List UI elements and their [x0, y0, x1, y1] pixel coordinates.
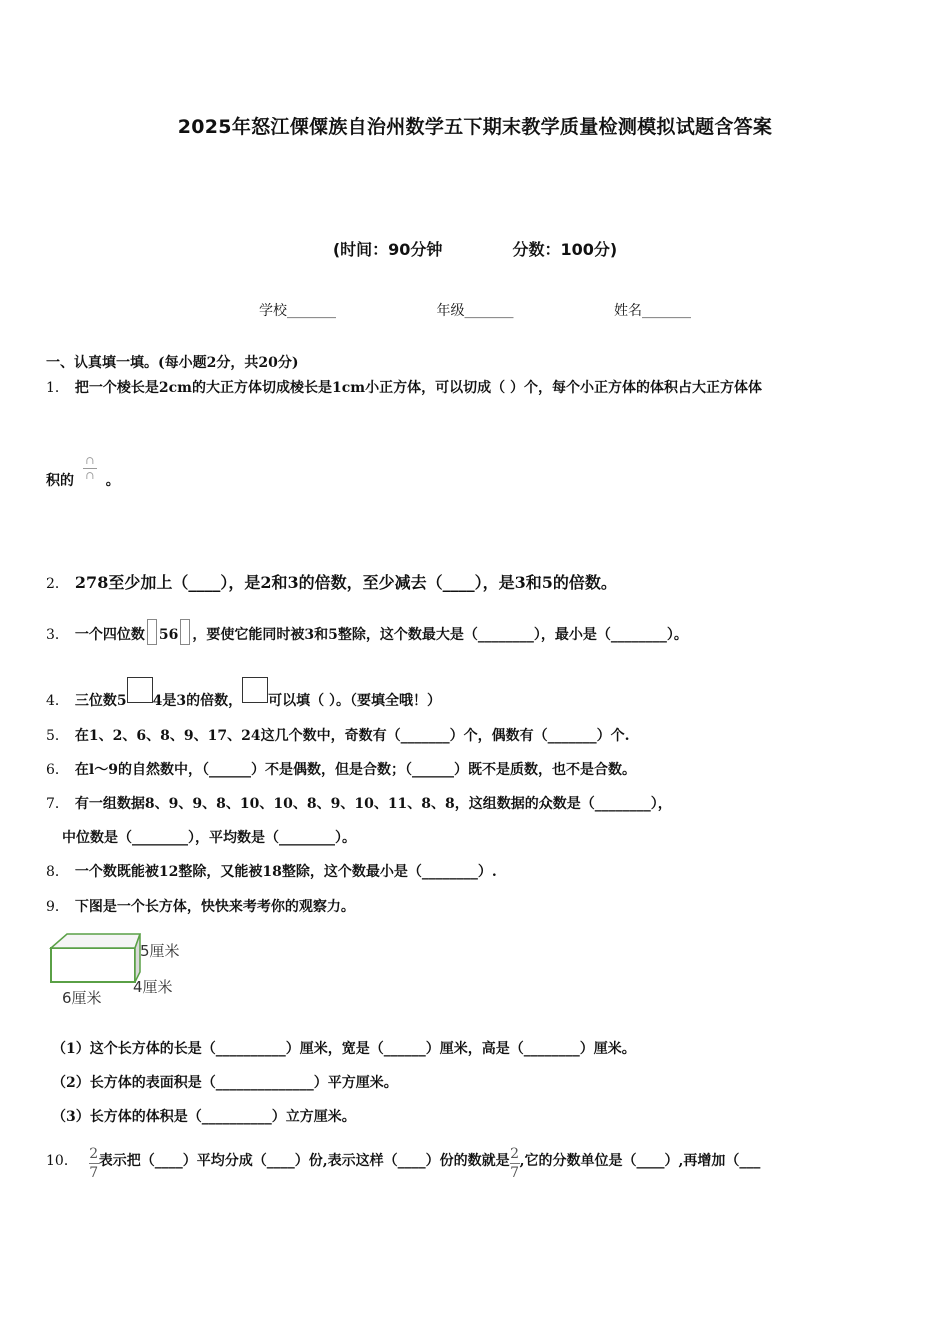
question-number: 1．	[46, 380, 69, 396]
question-number: 8．	[46, 864, 69, 880]
digit-box[interactable]	[180, 619, 190, 645]
question-7-cont: 中位数是（________），平均数是（________）。	[62, 830, 356, 846]
question-number: 9．	[46, 899, 69, 915]
question-number: 6．	[46, 762, 69, 778]
grade-field[interactable]: 年级_______	[436, 303, 514, 319]
question-text: 一个四位数	[74, 627, 145, 643]
question-text: ,它的分数单位是（____）,再增加（___	[519, 1153, 761, 1169]
student-info	[0, 300, 950, 320]
section-heading: 一、认真填一填。(每小题2分，共20分)	[46, 355, 299, 371]
question-1	[46, 377, 762, 397]
question-8	[46, 861, 497, 881]
time-label: (时间：90分钟	[332, 240, 443, 259]
digit-box[interactable]	[127, 677, 153, 703]
question-number: 10．	[46, 1153, 78, 1169]
digit-box[interactable]	[242, 677, 268, 703]
question-6	[46, 759, 636, 779]
question-text: 在1、2、6、8、9、17、24这几个数中，奇数有（_______）个，偶数有（_______）个.	[74, 728, 630, 744]
height-label: 5厘米	[140, 942, 180, 960]
question-9-sub-2: （2）长方体的表面积是（______________）平方厘米。	[52, 1075, 398, 1091]
name-field[interactable]: 姓名_______	[613, 303, 691, 319]
question-text: 一个数既能被12整除，又能被18整除，这个数最小是（________）.	[74, 864, 497, 880]
question-text: 有一组数据8、9、9、8、10、10、8、9、10、11、8、8，这组数据的众数是（________），	[74, 796, 672, 812]
question-text: 下图是一个长方体，快快来考考你的观察力。	[74, 899, 355, 915]
question-4	[46, 677, 441, 710]
question-text: ，要使它能同时被3和5整除，这个数最大是（________），最小是（________）。	[192, 627, 688, 643]
question-text: 4是3的倍数，	[152, 693, 243, 709]
length-label: 6厘米	[62, 989, 102, 1007]
score-label: 分数：100分)	[512, 240, 618, 259]
fraction: $\frac{2}{7}$	[89, 1146, 99, 1181]
question-1-cont	[46, 456, 120, 490]
question-9-sub-1: （1）这个长方体的长是（__________）厘米，宽是（______）厘米，高是（________）厘米。	[52, 1041, 636, 1057]
question-text: 三位数5	[74, 693, 127, 709]
digit-box[interactable]	[147, 619, 157, 645]
question-text: 可以填（ ）。（要填全哦！）	[268, 693, 442, 709]
question-number: 5．	[46, 728, 69, 744]
page-title: 2025年怒江傈僳族自治州数学五下期末教学质量检测模拟试题含答案	[177, 116, 773, 138]
question-text: 在l～9的自然数中，（______）不是偶数，但是合数；（______）既不是质数，也不是合数。	[74, 762, 636, 778]
question-text: 积的	[46, 473, 74, 489]
question-2	[46, 570, 617, 593]
fraction: $\frac{2}{7}$	[510, 1146, 520, 1181]
question-text: 。	[105, 473, 120, 489]
exam-meta	[0, 237, 950, 260]
question-number: 3．	[46, 627, 69, 643]
question-9-sub-3: （3）长方体的体积是（__________）立方厘米。	[52, 1109, 356, 1125]
cuboid-top-face	[51, 934, 140, 948]
question-10	[46, 1146, 760, 1181]
width-label: 4厘米	[133, 978, 173, 996]
question-text: 表示把（____）平均分成（____）份,表示这样（____）份的数就是	[98, 1153, 510, 1169]
blank-fraction[interactable]: ∩ ∩	[79, 456, 101, 481]
question-5	[46, 725, 629, 745]
question-text: 278至少加上（____），是2和3的倍数，至少减去（____），是3和5的倍数。	[74, 573, 617, 592]
question-number: 7．	[46, 796, 69, 812]
question-3	[46, 619, 688, 645]
question-7	[46, 793, 672, 813]
question-number: 4．	[46, 693, 69, 709]
school-field[interactable]: 学校_______	[259, 303, 337, 319]
question-number: 2．	[46, 576, 69, 592]
cuboid-front-face	[51, 948, 135, 982]
question-9	[46, 896, 355, 916]
question-text: 把一个棱长是2cm的大正方体切成棱长是1cm小正方体，可以切成（ ）个，每个小正方体的体积占大正方体体	[74, 380, 762, 396]
question-text: 56	[158, 627, 179, 643]
